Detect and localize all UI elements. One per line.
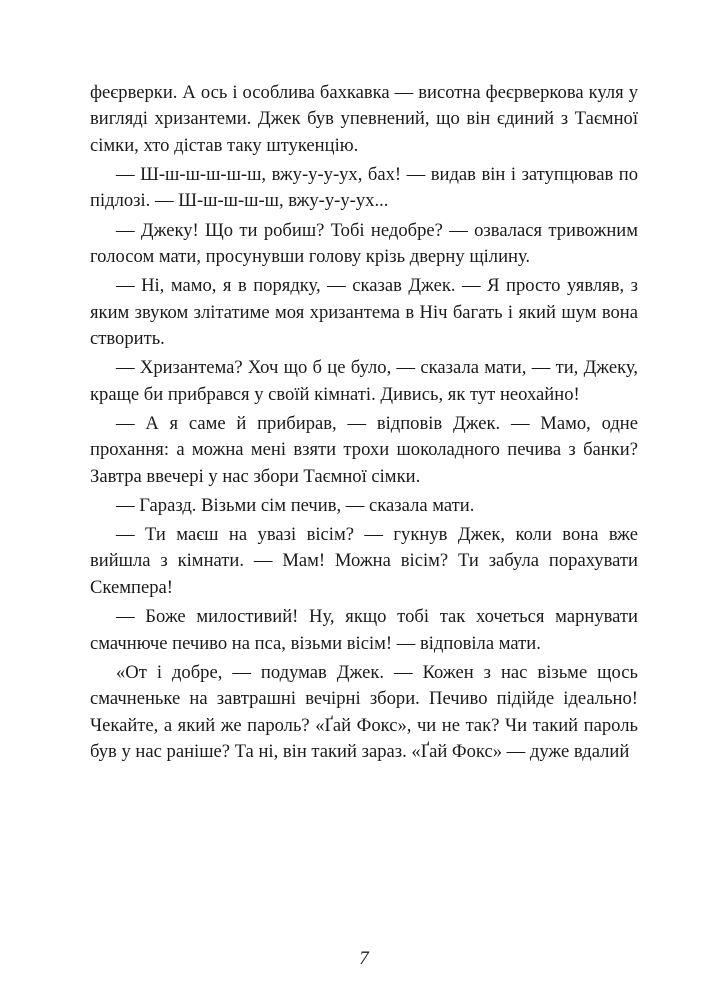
page-number: 7 [359,948,369,969]
paragraph: — Ш-ш-ш-ш-ш-ш, вжу-у-у-ух, бах! — видав він і затупцював по підлозі. — Ш-ш-ш-ш-ш, вжу-у-у-ух... [90,164,638,212]
paragraph: — А я саме й прибирав, — відповів Джек. — Мамо, одне прохання: а можна мені взяти трохи шоколадного печива з банки? Завтра ввечері у нас збори Таємної сімки. [90,412,638,487]
paragraph: — Джеку! Що ти робиш? Тобі недобре? — озвалася тривожним голосом мати, просунувши голову крізь дверну щілину. [90,219,638,268]
paragraph: — Хризантема? Хоч що б це було, — сказала мати, — ти, Джеку, краще би прибрався у своїй кімнаті. Дивись, як тут неохайно! [90,357,638,405]
paragraph: «От і добре, — подумав Джек. — Кожен з нас візьме щось смачненьке на завтрашні вечірні збори. Печиво підійде ідеально! Чекайте, а який же пароль? «Ґай Фокс», чи не так? Чи такий пароль був у нас раніше? Та ні, він такий зараз. «Ґай Фокс» — дуже вдалий [90,661,638,762]
paragraph: — Ти маєш на увазі вісім? — гукнув Джек, коли вона вже вийшла з кімнати. — Мам! Можна вісім? Ти забула порахувати Скемпера! [90,524,638,598]
paragraph: — Боже милостивий! Ну, якщо тобі так хочеться марнувати смачнюче печиво на пса, візьми вісім! — відповіла мати. [90,606,638,654]
paragraph: — Гаразд. Візьми сім печив, — сказала мати. [116,494,475,516]
page-body [90,80,638,768]
paragraph: — Ні, мамо, я в порядку, — сказав Джек. — Я просто уявляв, з яким звуком злітатиме моя хризантема в Ніч багать і який шум вона створить. [90,275,638,350]
paragraph: феєрверки. А ось і особлива бахкавка — висотна феєрверкова куля у вигляді хризантеми. Джек був упевнений, що він єдиний з Таємної сімки, хто дістав таку штукенцію. [90,82,638,156]
